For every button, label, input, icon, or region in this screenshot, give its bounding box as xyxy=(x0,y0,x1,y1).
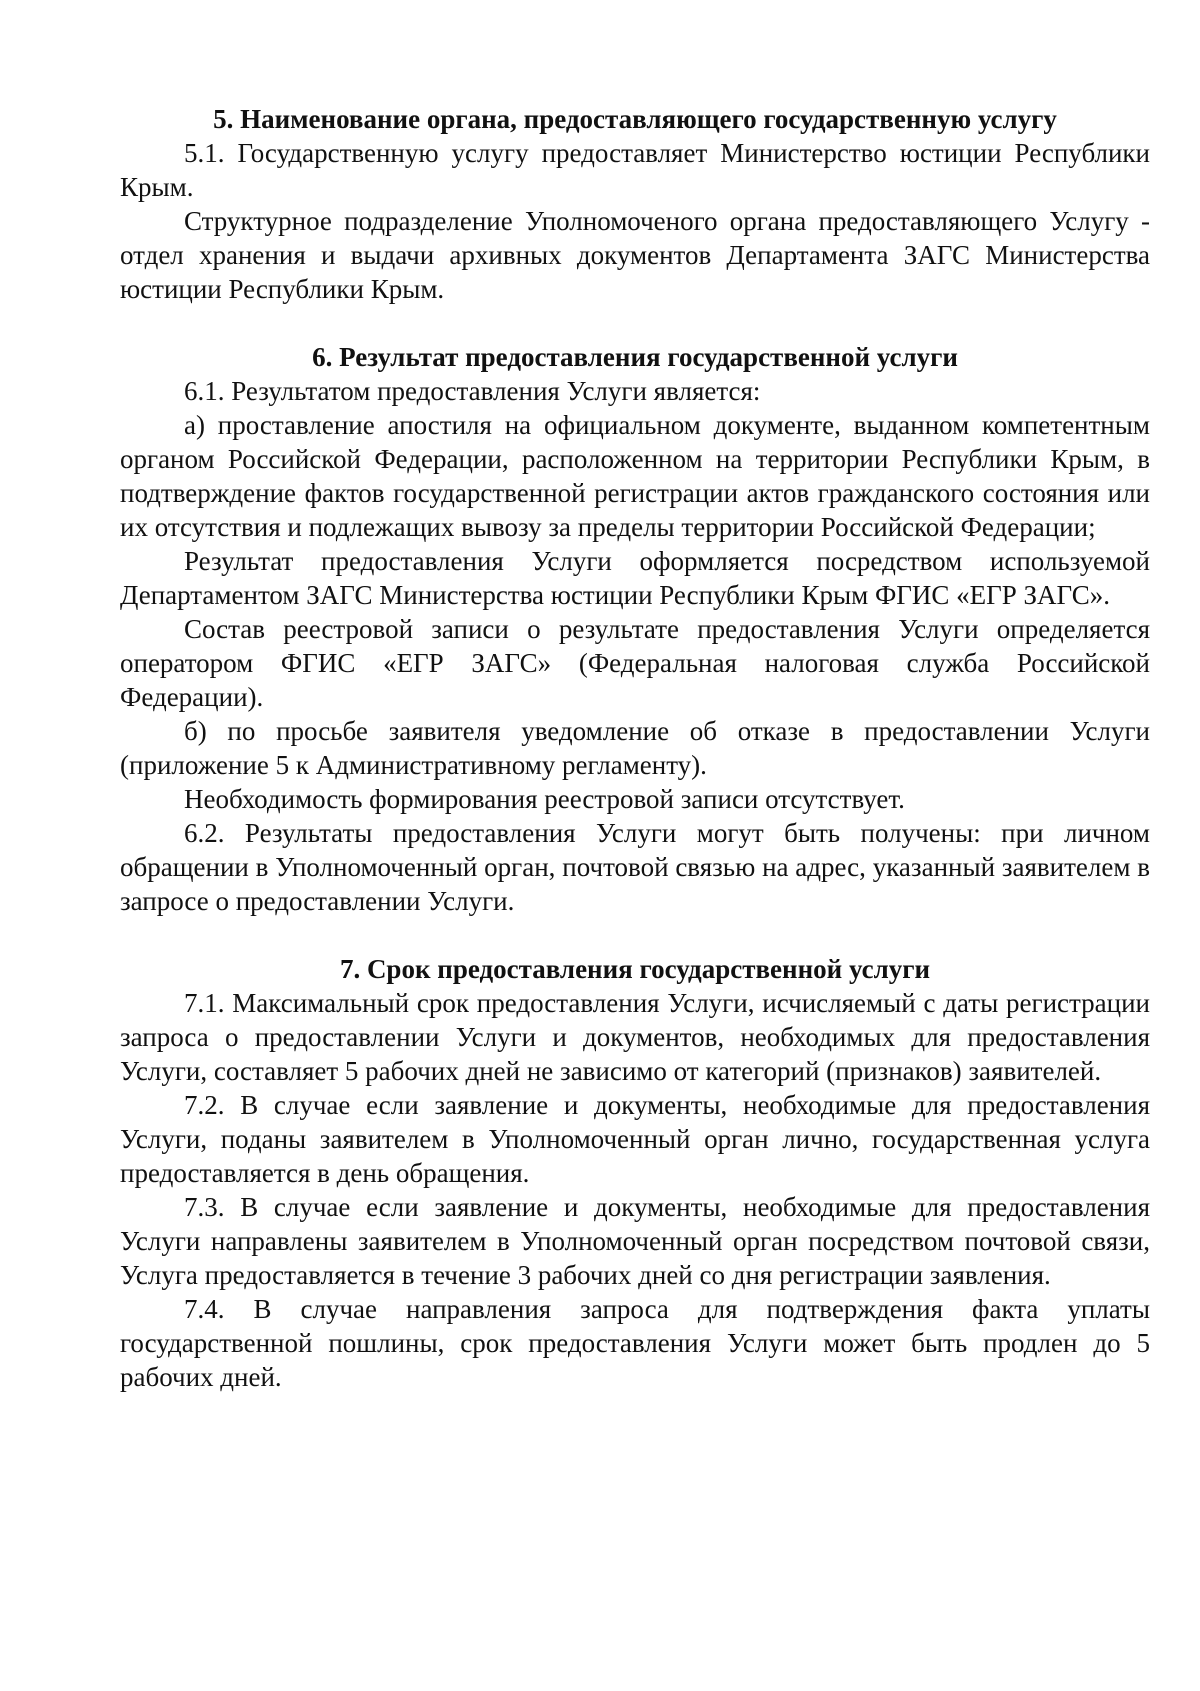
section-7 xyxy=(120,952,1150,1394)
paragraph: а) проставление апостиля на официальном документе, выданном компетентным органом Российской Федерации, расположенном на территории Республики Крым, в подтверждение фактов государственной регистрации актов гражданского состояния или их отсутствия и подлежащих вывозу за пределы территории Российской Федерации; xyxy=(120,410,1150,542)
section-spacer xyxy=(120,918,1150,952)
paragraph: Состав реестровой записи о результате предоставления Услуги определяется оператором ФГИС «ЕГР ЗАГС» (Федеральная налоговая служба Российской Федерации). xyxy=(120,614,1150,712)
paragraph: б) по просьбе заявителя уведомление об отказе в предоставлении Услуги (приложение 5 к Административному регламенту). xyxy=(120,716,1150,780)
paragraph: Необходимость формирования реестровой записи отсутствует. xyxy=(184,784,905,814)
paragraph: 7.3. В случае если заявление и документы, необходимые для предоставления Услуги направлены заявителем в Уполномоченный орган посредством почтовой связи, Услуга предоставляется в течение 3 рабочих дней со дня регистрации заявления. xyxy=(120,1192,1150,1290)
section-spacer xyxy=(120,306,1150,340)
paragraph: 6.1. Результатом предоставления Услуги является: xyxy=(184,376,761,406)
paragraph: 7.1. Максимальный срок предоставления Услуги, исчисляемый с даты регистрации запроса о предоставлении Услуги и документов, необходимых для предоставления Услуги, составляет 5 рабочих дней не зависимо от категорий (признаков) заявителей. xyxy=(120,988,1150,1086)
paragraph: 7.2. В случае если заявление и документы, необходимые для предоставления Услуги, поданы заявителем в Уполномоченный орган лично, государственная услуга предоставляется в день обращения. xyxy=(120,1090,1150,1188)
section-6 xyxy=(120,340,1150,918)
section-heading: 5. Наименование органа, предоставляющего государственную услугу xyxy=(213,104,1057,134)
paragraph: Результат предоставления Услуги оформляется посредством используемой Департаментом ЗАГС Министерства юстиции Республики Крым ФГИС «ЕГР ЗАГС». xyxy=(120,546,1150,610)
section-heading: 6. Результат предоставления государственной услуги xyxy=(312,342,958,372)
paragraph: 6.2. Результаты предоставления Услуги могут быть получены: при личном обращении в Уполномоченный орган, почтовой связью на адрес, указанный заявителем в запросе о предоставлении Услуги. xyxy=(120,818,1150,916)
section-5 xyxy=(120,102,1150,306)
section-heading: 7. Срок предоставления государственной услуги xyxy=(339,954,931,984)
paragraph: 7.4. В случае направления запроса для подтверждения факта уплаты государственной пошлины, срок предоставления Услуги может быть продлен до 5 рабочих дней. xyxy=(120,1294,1150,1392)
paragraph: Структурное подразделение Уполномоченого органа предоставляющего Услугу - отдел хранения и выдачи архивных документов Департамента ЗАГС Министерства юстиции Республики Крым. xyxy=(120,206,1150,304)
document-body xyxy=(120,102,1150,1394)
paragraph: 5.1. Государственную услугу предоставляет Министерство юстиции Республики Крым. xyxy=(120,138,1150,202)
